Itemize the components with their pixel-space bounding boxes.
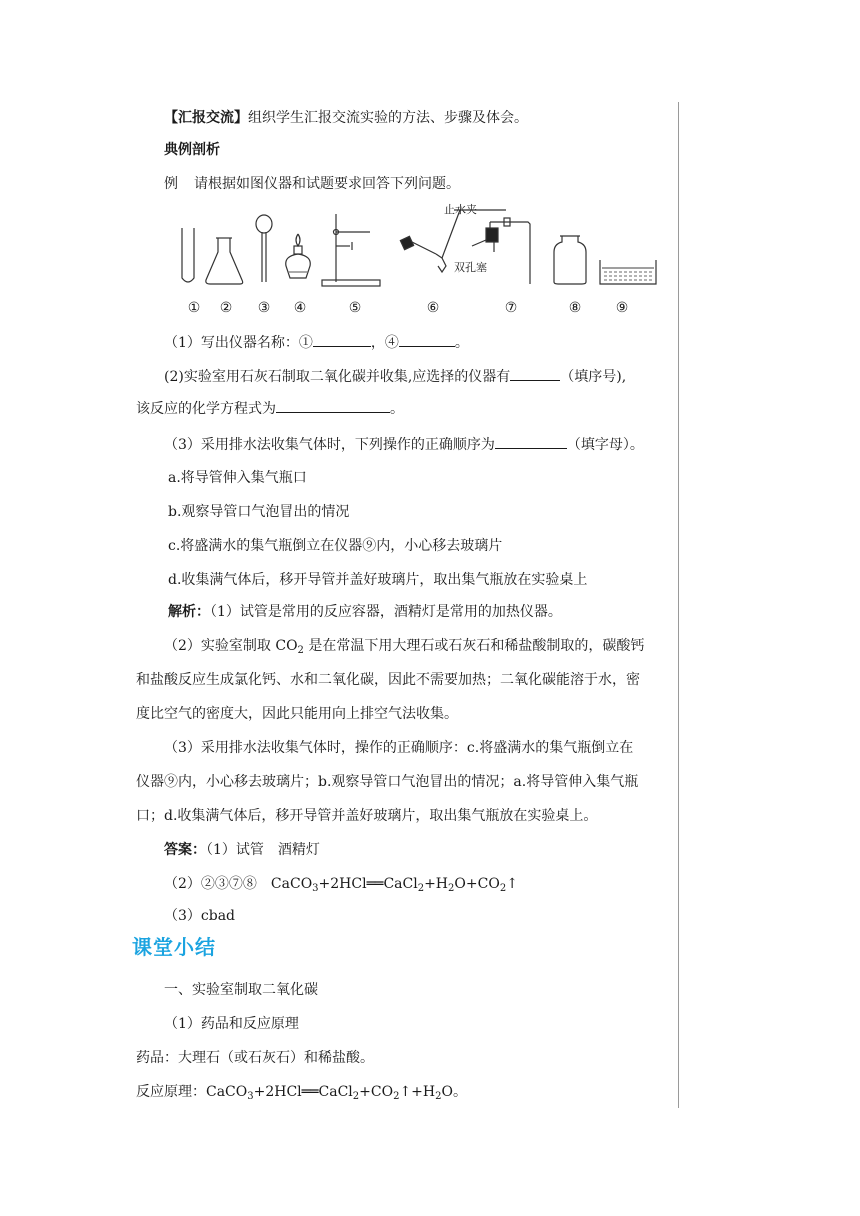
answer-line1: 答案：（1）试管 酒精灯 [164,842,320,858]
answer-label: 答案： [164,842,206,858]
figure-number-7: ⑦ [504,300,518,316]
answer-blank-order [495,434,567,449]
alcohol-lamp-icon [286,234,311,278]
water-trough-icon [600,260,656,284]
question-2-line1: (2)实验室用石灰石制取二氧化碳并收集,应选择的仪器有 （填序号), [164,366,626,387]
summary-line2: （1）药品和反应原理 [164,1016,299,1032]
section-heading-example: 典例剖析 [164,142,220,158]
example-label: 例 [164,176,178,192]
analysis-p3-line2: 仪器⑨内，小心移去玻璃片；b.观察导管口气泡冒出的情况；a.将导管伸入集气瓶 [136,774,639,790]
figure-number-5: ⑤ [348,300,362,316]
question-1: （1）写出仪器名称：① ，④ 。 [164,332,469,353]
answer-line3: （3）cbad [164,908,236,924]
iron-stand-icon [322,214,380,286]
figure-number-2: ② [219,300,233,316]
apparatus-figure [172,196,668,320]
option-b: b.观察导管口气泡冒出的情况 [168,504,350,520]
gas-collection-bottle-icon [554,236,586,284]
analysis-p3-line1: （3）采用排水法收集气体时，操作的正确顺序：c.将盛满水的集气瓶倒立在 [164,740,634,756]
summary-line4: 反应原理：$CaCO_3+2HCl══CaCl_2+CO_2↑+H_2O$。 [136,1084,467,1102]
figure-number-4: ④ [293,300,307,316]
option-a: a.将导管伸入集气瓶口 [168,470,307,486]
question-3: （3）采用排水法收集气体时，下列操作的正确顺序为 （填字母）。 [164,434,644,455]
answer-line2: （2）②③⑦⑧ $CaCO_3+2HCl══CaCl_2+H_2O+CO_2↑$ [164,876,518,894]
option-c: c.将盛满水的集气瓶倒立在仪器⑨内，小心移去玻璃片 [168,538,503,554]
long-neck-funnel-icon [256,215,272,282]
label-stopper: 双孔塞 [454,261,487,274]
label-clamp: 止水夹 [444,203,477,216]
figure-number-9: ⑨ [615,300,629,316]
margin-rule [678,102,679,1108]
analysis-p2-line1: （2）实验室制取 $CO_2$ 是在常温下用大理石或石灰石和稀盐酸制取的，碳酸钙 [164,638,645,656]
question-2-line2: 该反应的化学方程式为 。 [136,398,404,419]
example-stem-text: 请根据如图仪器和试题要求回答下列问题。 [194,176,460,192]
analysis-label: 解析： [168,604,210,620]
summary-line1: 一、实验室制取二氧化碳 [164,982,318,998]
answer-blank-4 [399,332,455,347]
example-stem [164,174,460,194]
intro-line [164,108,528,128]
intro-text: 组织学生汇报交流实验的方法、步骤及体会。 [248,110,528,126]
figure-number-8: ⑧ [568,300,582,316]
conical-flask-icon [206,238,243,284]
summary-line3: 药品：大理石（或石灰石）和稀盐酸。 [136,1050,374,1066]
analysis-p2-line2: 和盐酸反应生成氯化钙、水和二氧化碳，因此不需要加热；二氧化碳能溶于水，密 [136,672,640,688]
analysis-p1: 解析：（1）试管是常用的反应容器，酒精灯是常用的加热仪器。 [168,604,562,620]
bent-tube-stopper-icon [400,210,460,272]
figure-number-1: ① [187,300,201,316]
test-tube-icon [182,228,194,282]
analysis-p3-line3: 口；d.收集满气体后，移开导管并盖好玻璃片，取出集气瓶放在实验桌上。 [136,808,598,824]
answer-blank-1 [313,332,371,347]
figure-number-6: ⑥ [426,300,440,316]
analysis-p2-line3: 度比空气的密度大，因此只能用向上排空气法收集。 [136,706,458,722]
summary-heading: 课堂小结 [132,935,216,959]
apparatus-drawing [172,196,668,320]
answer-blank-instruments [510,366,560,381]
intro-bracket-label: 【汇报交流】 [164,110,248,126]
option-d: d.收集满气体后，移开导管并盖好玻璃片，取出集气瓶放在实验桌上 [168,572,588,588]
answer-blank-equation [276,398,390,413]
figure-number-3: ③ [257,300,271,316]
